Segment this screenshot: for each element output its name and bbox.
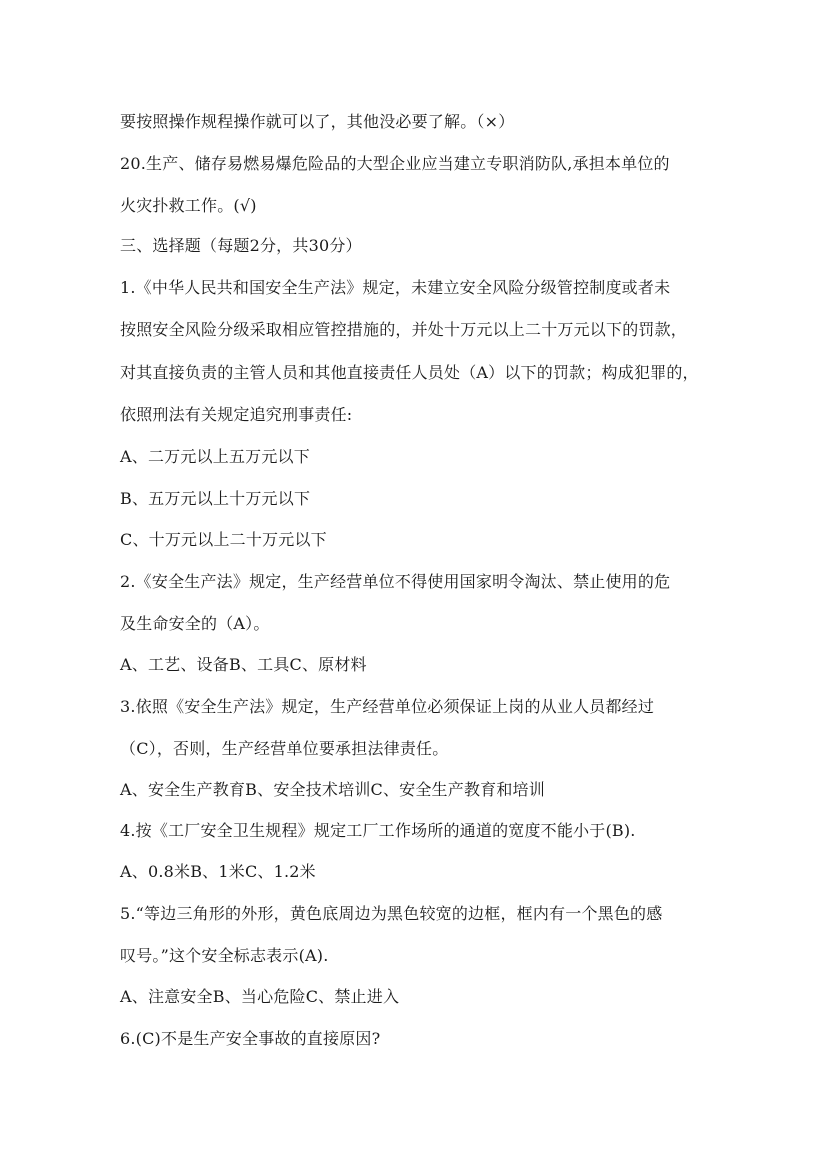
text-line: 要按照操作规程操作就可以了，其他没必要了解。（×） [120,112,515,131]
question-1-line-3: 对其直接负责的主管人员和其他直接责任人员处（A）以下的罚款；构成犯罪的， [120,363,699,382]
question-3-line-2: （C），否则，生产经营单位要承担法律责任。 [120,739,449,758]
question-20-line-2: 火灾扑救工作。(√) [120,196,257,215]
question-5-line-1: 5.“等边三角形的外形，黄色底周边为黑色较宽的边框，框内有一个黑色的感 [120,904,663,923]
option-line: A、工艺、设备B、工具C、原材料 [120,655,367,674]
option-line: A、安全生产教育B、安全技术培训C、安全生产教育和培训 [120,780,545,799]
option-line: A、注意安全B、当心危险C、禁止进入 [120,987,400,1006]
question-1-line-1: 1.《中华人民共和国安全生产法》规定，未建立安全风险分级管控制度或者未 [120,278,671,297]
question-1-line-4: 依照刑法有关规定追究刑事责任: [120,405,353,424]
question-1-line-2: 按照安全风险分级采取相应管控措施的，并处十万元以上二十万元以下的罚款， [120,320,688,339]
question-3-line-1: 3.依照《安全生产法》规定，生产经营单位必须保证上岗的从业人员都经过 [120,697,655,716]
question-6-line-1: 6.(C)不是生产安全事故的直接原因? [120,1029,381,1048]
option-line: A、二万元以上五万元以下 [120,447,310,466]
option-line: B、五万元以上十万元以下 [120,489,311,508]
question-4-line-1: 4.按《工厂安全卫生规程》规定工厂工作场所的通道的宽度不能小于(B). [120,821,636,840]
option-line: C、十万元以上二十万元以下 [120,530,327,549]
question-2-line-2: 及生命安全的（A）。 [120,614,270,633]
section-heading: 三、选择题（每题2分，共30分） [120,236,362,255]
question-5-line-2: 叹号。”这个安全标志表示(A). [120,946,329,965]
question-20-line-1: 20.生产、储存易燃易爆危险品的大型企业应当建立专职消防队,承担本单位的 [120,154,670,173]
question-2-line-1: 2.《安全生产法》规定，生产经营单位不得使用国家明令淘汰、禁止使用的危 [120,572,671,591]
option-line: A、0.8米B、1米C、1.2米 [120,862,316,881]
